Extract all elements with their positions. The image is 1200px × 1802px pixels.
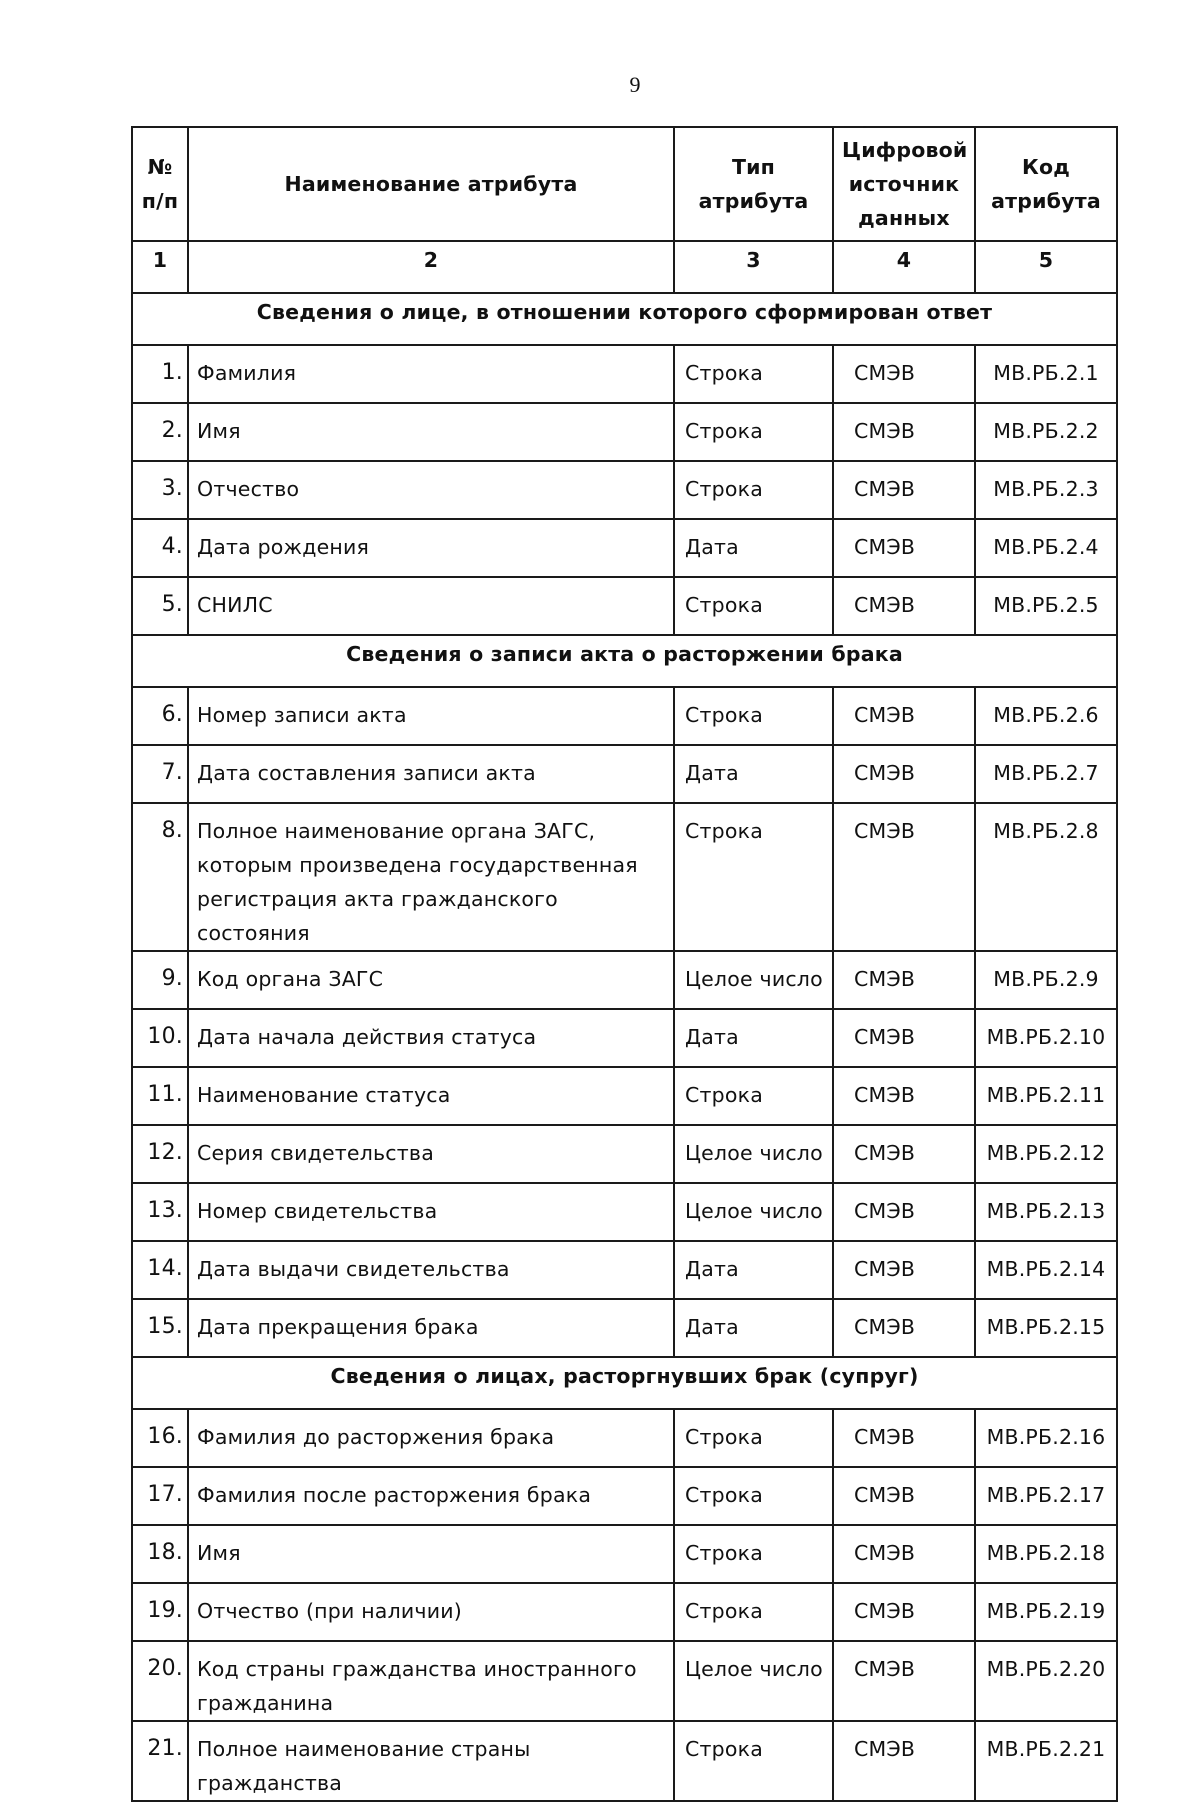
attribute-code: МВ.РБ.2.16 xyxy=(975,1409,1117,1467)
attribute-name: Код страны гражданства иностранного гражданина xyxy=(188,1641,674,1721)
data-source: СМЭВ xyxy=(833,345,975,403)
attribute-type: Строка xyxy=(674,1525,833,1583)
row-number: 20. xyxy=(132,1641,188,1721)
attribute-name: Отчество xyxy=(188,461,674,519)
table-row xyxy=(132,1409,1117,1467)
attribute-type: Целое число xyxy=(674,951,833,1009)
column-number: 1 xyxy=(132,241,188,293)
header-attribute-name: Наименование атрибута xyxy=(188,127,674,241)
attribute-code: МВ.РБ.2.14 xyxy=(975,1241,1117,1299)
table-row xyxy=(132,1525,1117,1583)
data-source: СМЭВ xyxy=(833,687,975,745)
attribute-type: Строка xyxy=(674,687,833,745)
row-number: 2. xyxy=(132,403,188,461)
section-title: Сведения о записи акта о расторжении брака xyxy=(132,635,1117,687)
row-number: 11. xyxy=(132,1067,188,1125)
data-source: СМЭВ xyxy=(833,1241,975,1299)
row-number: 14. xyxy=(132,1241,188,1299)
attribute-name: Отчество (при наличии) xyxy=(188,1583,674,1641)
table-row xyxy=(132,1067,1117,1125)
table-row xyxy=(132,1183,1117,1241)
attribute-type: Дата xyxy=(674,1009,833,1067)
attribute-type: Целое число xyxy=(674,1183,833,1241)
header-data-source: Цифровой источник данных xyxy=(833,127,975,241)
data-source: СМЭВ xyxy=(833,1299,975,1357)
attribute-code: МВ.РБ.2.3 xyxy=(975,461,1117,519)
attribute-type: Строка xyxy=(674,1067,833,1125)
attribute-name: Фамилия до расторжения брака xyxy=(188,1409,674,1467)
row-number: 19. xyxy=(132,1583,188,1641)
data-source: СМЭВ xyxy=(833,1583,975,1641)
table-row xyxy=(132,1299,1117,1357)
section-title: Сведения о лице, в отношении которого сформирован ответ xyxy=(132,293,1117,345)
attribute-name: Серия свидетельства xyxy=(188,1125,674,1183)
attribute-name: Номер записи акта xyxy=(188,687,674,745)
attribute-type: Строка xyxy=(674,1467,833,1525)
attribute-name: Дата прекращения брака xyxy=(188,1299,674,1357)
attribute-code: МВ.РБ.2.8 xyxy=(975,803,1117,951)
attribute-name: Имя xyxy=(188,403,674,461)
table-row xyxy=(132,951,1117,1009)
row-number: 4. xyxy=(132,519,188,577)
attribute-code: МВ.РБ.2.21 xyxy=(975,1721,1117,1801)
table-header-row xyxy=(132,127,1117,241)
table-row xyxy=(132,577,1117,635)
attribute-type: Строка xyxy=(674,461,833,519)
attribute-type: Строка xyxy=(674,1409,833,1467)
attribute-code: МВ.РБ.2.10 xyxy=(975,1009,1117,1067)
attribute-name: Имя xyxy=(188,1525,674,1583)
column-number: 3 xyxy=(674,241,833,293)
column-number: 2 xyxy=(188,241,674,293)
data-source: СМЭВ xyxy=(833,1009,975,1067)
column-number: 4 xyxy=(833,241,975,293)
table-row xyxy=(132,1583,1117,1641)
attribute-type: Строка xyxy=(674,1583,833,1641)
row-number: 12. xyxy=(132,1125,188,1183)
attribute-table xyxy=(131,126,1118,1802)
header-attribute-code: Код атрибута xyxy=(975,127,1117,241)
attribute-code: МВ.РБ.2.4 xyxy=(975,519,1117,577)
data-source: СМЭВ xyxy=(833,803,975,951)
attribute-name: Полное наименование органа ЗАГС, которым произведена государственная регистрация акта гражданского состояния xyxy=(188,803,674,951)
data-source: СМЭВ xyxy=(833,951,975,1009)
attribute-code: МВ.РБ.2.13 xyxy=(975,1183,1117,1241)
attribute-name: Дата рождения xyxy=(188,519,674,577)
attribute-code: МВ.РБ.2.19 xyxy=(975,1583,1117,1641)
attribute-code: МВ.РБ.2.11 xyxy=(975,1067,1117,1125)
page-number: 9 xyxy=(629,72,641,97)
data-source: СМЭВ xyxy=(833,403,975,461)
attribute-type: Дата xyxy=(674,745,833,803)
attribute-code: МВ.РБ.2.18 xyxy=(975,1525,1117,1583)
table-row xyxy=(132,1467,1117,1525)
attribute-code: МВ.РБ.2.5 xyxy=(975,577,1117,635)
column-number: 5 xyxy=(975,241,1117,293)
attribute-code: МВ.РБ.2.15 xyxy=(975,1299,1117,1357)
attribute-code: МВ.РБ.2.17 xyxy=(975,1467,1117,1525)
row-number: 15. xyxy=(132,1299,188,1357)
row-number: 3. xyxy=(132,461,188,519)
table-body xyxy=(132,293,1117,1801)
data-source: СМЭВ xyxy=(833,1125,975,1183)
table-row xyxy=(132,803,1117,951)
attribute-code: МВ.РБ.2.9 xyxy=(975,951,1117,1009)
attribute-name: Номер свидетельства xyxy=(188,1183,674,1241)
attribute-code: МВ.РБ.2.6 xyxy=(975,687,1117,745)
attribute-name: Дата выдачи свидетельства xyxy=(188,1241,674,1299)
table-row xyxy=(132,461,1117,519)
column-number-row xyxy=(132,241,1117,293)
table-row xyxy=(132,1009,1117,1067)
attribute-code: МВ.РБ.2.20 xyxy=(975,1641,1117,1721)
row-number: 21. xyxy=(132,1721,188,1801)
table-row xyxy=(132,519,1117,577)
attribute-name: Дата начала действия статуса xyxy=(188,1009,674,1067)
data-source: СМЭВ xyxy=(833,1467,975,1525)
data-source: СМЭВ xyxy=(833,1721,975,1801)
data-source: СМЭВ xyxy=(833,1183,975,1241)
attribute-name: Фамилия после расторжения брака xyxy=(188,1467,674,1525)
section-row xyxy=(132,293,1117,345)
attribute-type: Строка xyxy=(674,345,833,403)
table-row xyxy=(132,1641,1117,1721)
table-row xyxy=(132,1721,1117,1801)
attribute-type: Строка xyxy=(674,577,833,635)
row-number: 6. xyxy=(132,687,188,745)
table-row xyxy=(132,1125,1117,1183)
attribute-type: Дата xyxy=(674,519,833,577)
row-number: 18. xyxy=(132,1525,188,1583)
attribute-type: Строка xyxy=(674,1721,833,1801)
row-number: 10. xyxy=(132,1009,188,1067)
section-row xyxy=(132,1357,1117,1409)
row-number: 13. xyxy=(132,1183,188,1241)
data-source: СМЭВ xyxy=(833,1641,975,1721)
data-source: СМЭВ xyxy=(833,577,975,635)
row-number: 17. xyxy=(132,1467,188,1525)
attribute-name: Код органа ЗАГС xyxy=(188,951,674,1009)
attribute-type: Дата xyxy=(674,1241,833,1299)
attribute-code: МВ.РБ.2.12 xyxy=(975,1125,1117,1183)
attribute-type: Целое число xyxy=(674,1125,833,1183)
attribute-code: МВ.РБ.2.2 xyxy=(975,403,1117,461)
table-row xyxy=(132,1241,1117,1299)
data-source: СМЭВ xyxy=(833,1067,975,1125)
data-source: СМЭВ xyxy=(833,1525,975,1583)
attribute-type: Дата xyxy=(674,1299,833,1357)
table-row xyxy=(132,745,1117,803)
row-number: 1. xyxy=(132,345,188,403)
header-number: № п/п xyxy=(132,127,188,241)
data-source: СМЭВ xyxy=(833,461,975,519)
table-row xyxy=(132,345,1117,403)
attribute-name: Полное наименование страны гражданства xyxy=(188,1721,674,1801)
row-number: 16. xyxy=(132,1409,188,1467)
attribute-name: СНИЛС xyxy=(188,577,674,635)
table-row xyxy=(132,687,1117,745)
header-attribute-type: Тип атрибута xyxy=(674,127,833,241)
attribute-name: Дата составления записи акта xyxy=(188,745,674,803)
attribute-name: Фамилия xyxy=(188,345,674,403)
data-source: СМЭВ xyxy=(833,1409,975,1467)
section-row xyxy=(132,635,1117,687)
attribute-type: Строка xyxy=(674,803,833,951)
attribute-type: Строка xyxy=(674,403,833,461)
row-number: 5. xyxy=(132,577,188,635)
attribute-code: МВ.РБ.2.1 xyxy=(975,345,1117,403)
row-number: 7. xyxy=(132,745,188,803)
attribute-name: Наименование статуса xyxy=(188,1067,674,1125)
row-number: 9. xyxy=(132,951,188,1009)
data-source: СМЭВ xyxy=(833,745,975,803)
section-title: Сведения о лицах, расторгнувших брак (супруг) xyxy=(132,1357,1117,1409)
data-source: СМЭВ xyxy=(833,519,975,577)
row-number: 8. xyxy=(132,803,188,951)
attribute-type: Целое число xyxy=(674,1641,833,1721)
table-row xyxy=(132,403,1117,461)
attribute-code: МВ.РБ.2.7 xyxy=(975,745,1117,803)
